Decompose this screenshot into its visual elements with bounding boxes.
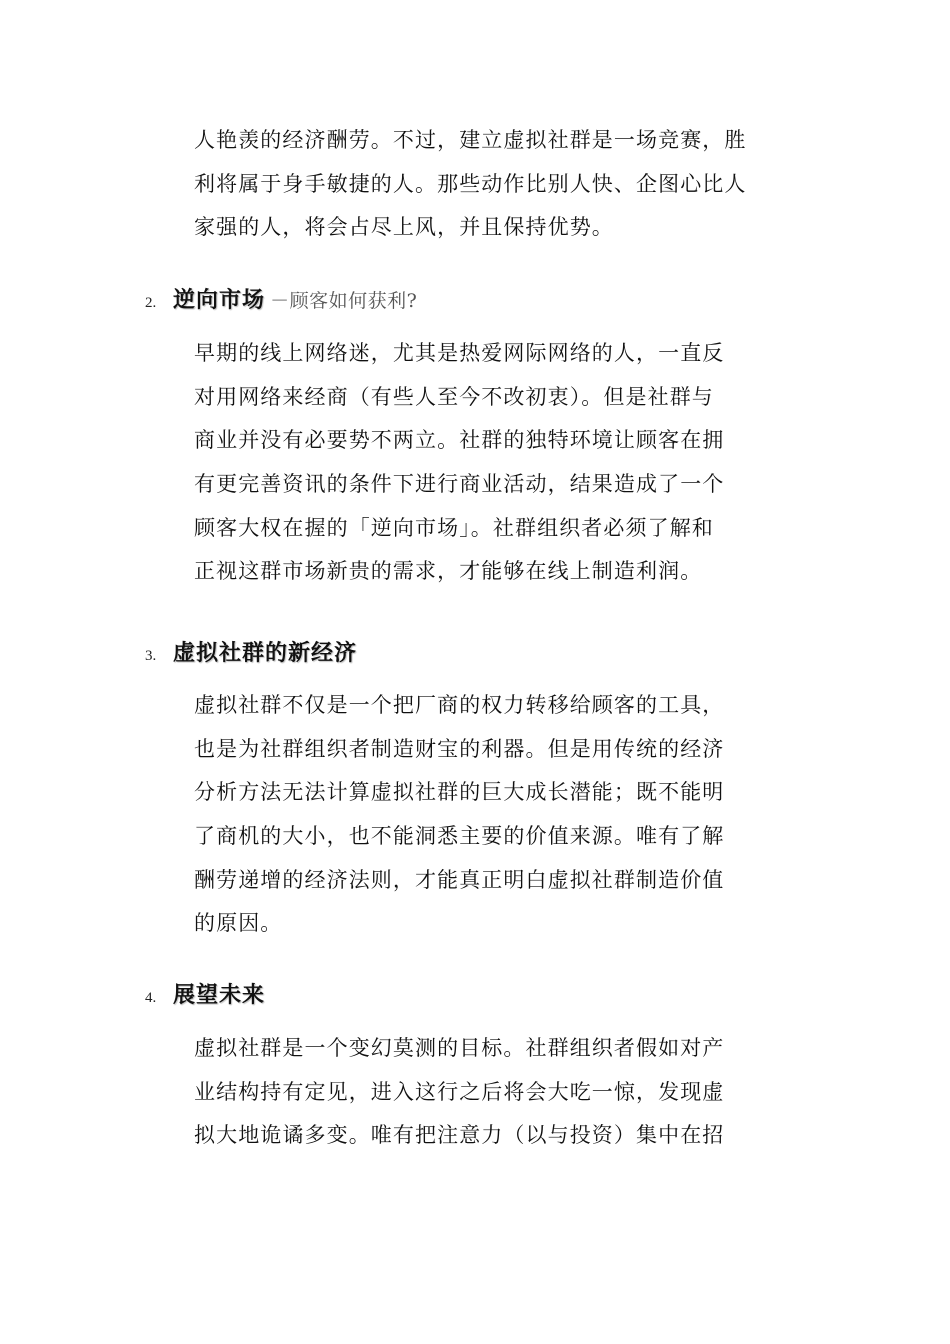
text-line: 的原因。 [194,911,283,936]
section-title: 展望未来 [173,982,266,1008]
text-line: 人艳羡的经济酬劳。不过，建立虚拟社群是一场竞赛，胜 [194,128,747,152]
text-line: 虚拟社群不仅是一个把厂商的权力转移给顾客的工具， [194,693,725,717]
section-subtitle: －顾客如何获利? [270,290,418,312]
text-line: 分析方法无法计算虚拟社群的巨大成长潜能；既不能明 [194,780,725,805]
text-line: 业结构持有定见，进入这行之后将会大吃一惊，发现虚 [194,1079,725,1104]
section-4-paragraph [194,1027,794,1158]
text-line: 酬劳递增的经济法则，才能真正明白虚拟社群制造价值 [194,867,725,892]
text-line: 了商机的大小，也不能洞悉主要的价值来源。唯有了解 [194,824,725,849]
text-line: 也是为社群组织者制造财宝的利器。但是用传统的经济 [194,736,725,761]
section-2-paragraph [194,332,794,594]
section-title: 逆向市场 [173,287,266,313]
section-heading-3 [145,636,357,670]
text-line: 正视这群市场新贵的需求，才能够在线上制造利润。 [194,559,703,584]
text-line: 虚拟社群是一个变幻莫测的目标。社群组织者假如对产 [194,1036,725,1060]
text-line: 有更完善资讯的条件下进行商业活动，结果造成了一个 [194,472,725,497]
text-line: 利将属于身手敏捷的人。那些动作比别人快、企图心比人 [194,171,747,196]
section-3-paragraph [194,684,794,946]
section-number: 4. [145,990,157,1006]
text-line: 对用网络来经商（有些人至今不改初衷）。但是社群与 [194,384,714,409]
text-line: 顾客大权在握的「逆向市场」。社群组织者必须了解和 [194,515,714,540]
section-heading-2 [145,283,417,317]
text-line: 早期的线上网络迷，尤其是热爱网际网络的人，一直反 [194,341,725,365]
text-line: 拟大地诡谲多变。唯有把注意力（以与投资）集中在招 [194,1123,725,1148]
text-line: 商业并没有必要势不两立。社群的独特环境让顾客在拥 [194,428,725,453]
section-title: 虚拟社群的新经济 [173,640,358,666]
section-number: 2. [145,295,157,311]
section-number: 3. [145,648,157,664]
section-heading-4 [145,978,265,1012]
intro-paragraph [194,119,794,250]
text-line: 家强的人，将会占尽上风，并且保持优势。 [194,215,614,240]
